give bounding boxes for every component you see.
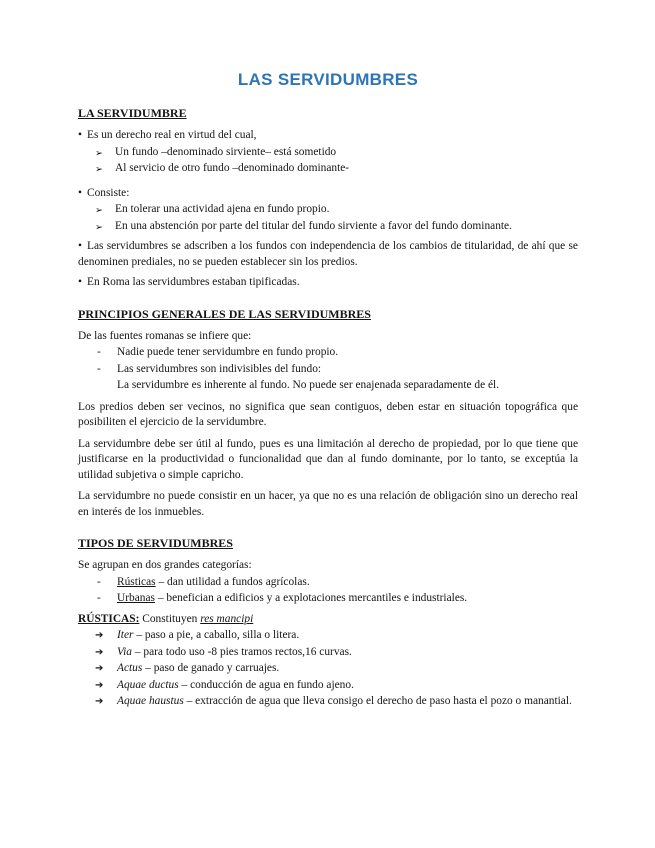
- dash-icon: -: [97, 362, 101, 375]
- subheading-rusticas: [78, 612, 578, 628]
- arrow-text: Al servicio de otro fundo –denominado dominante-: [115, 162, 350, 174]
- servitude-item: [78, 661, 578, 677]
- heading-tipos: TIPOS DE SERVIDUMBRES: [78, 536, 233, 550]
- heading-la-servidumbre: LA SERVIDUMBRE: [78, 106, 187, 120]
- paragraph: La servidumbre no puede consistir en un hacer, ya que no es una relación de obligación sino un derecho real en interés de los inmuebles.: [78, 490, 578, 518]
- dash-icon: -: [97, 575, 101, 588]
- servitude-item: [78, 678, 578, 694]
- section-la-servidumbre: [78, 106, 578, 291]
- arrowhead-icon: ➢: [95, 147, 103, 159]
- arrow-item: [78, 219, 578, 235]
- arrow-item: [78, 145, 578, 161]
- dash-item-continuation: La servidumbre es inherente al fundo. No puede ser enajenada separadamente de él.: [117, 379, 500, 391]
- bullet-text: En Roma las servidumbres estaban tipificadas.: [87, 276, 300, 288]
- bullet-text: Consiste:: [87, 186, 130, 199]
- servitude-term: Iter: [117, 629, 134, 641]
- category-term: Urbanas: [117, 592, 155, 604]
- category-term: Rústicas: [117, 575, 156, 588]
- arrow-text: Un fundo –denominado sirviente– está sometido: [115, 145, 337, 158]
- subheading-mid: Constituyen: [142, 612, 198, 625]
- servitude-item: [78, 645, 578, 661]
- arrowhead-icon: ➢: [95, 221, 103, 233]
- section-principios-generales: [78, 307, 578, 521]
- paragraph: Los predios deben ser vecinos, no significa que sean contiguos, deben estar en situación topográfica que posibiliten el ejercicio de la servidumbre.: [78, 400, 578, 428]
- heading-principios: PRINCIPIOS GENERALES DE LAS SERVIDUMBRES: [78, 306, 371, 321]
- paragraph: La servidumbre debe ser útil al fundo, pues es una limitación al derecho de propiedad, por lo que tiene que justificarse en la productividad o funcionalidad que dan al fundo dominante, por lo tanto, se exceptúa la utilidad subjetiva o simple capricho.: [78, 437, 578, 481]
- bullet-item: [78, 275, 578, 291]
- servitude-desc: – para todo uso -8 pies tramos rectos,16 curvas.: [134, 645, 352, 658]
- intro-text: De las fuentes romanas se infiere que:: [78, 329, 252, 342]
- servitude-desc: – conducción de agua en fundo ajeno.: [181, 678, 354, 691]
- category-desc: – benefician a edificios y a explotaciones mercantiles e industriales.: [157, 592, 468, 604]
- servitude-term: Actus: [117, 662, 143, 674]
- bullet-icon: •: [78, 276, 82, 288]
- latin-term: res mancipi: [200, 612, 254, 625]
- heavy-arrow-icon: ➔: [95, 696, 104, 707]
- bullet-icon: •: [78, 186, 82, 199]
- dash-item: [78, 345, 578, 361]
- bullet-text: Las servidumbres se adscriben a los fundos con independencia de los cambios de titularidad, de ahí que se denominen prediales, no se pueden establecer sin los predios.: [78, 240, 578, 268]
- dash-text: Las servidumbres son indivisibles del fundo:: [117, 362, 322, 375]
- servitude-item: [78, 628, 578, 644]
- arrowhead-icon: ➢: [95, 205, 103, 216]
- arrow-text: En tolerar una actividad ajena en fundo propio.: [115, 203, 330, 215]
- arrow-text: En una abstención por parte del titular del fundo sirviente a favor del fundo dominante.: [115, 219, 512, 232]
- arrow-item: [78, 202, 578, 218]
- subheading-label: RÚSTICAS:: [78, 612, 140, 625]
- bullet-item: [78, 239, 578, 270]
- servitude-term: Aquae ductus: [117, 678, 179, 691]
- bullet-item: [78, 186, 578, 202]
- servitude-desc: – paso a pie, a caballo, silla o litera.: [136, 629, 300, 641]
- servitude-desc: – extracción de agua que lleva consigo el derecho de paso hasta el pozo o manantial.: [186, 695, 572, 707]
- bullet-text: Es un derecho real en virtud del cual,: [87, 129, 257, 141]
- arrow-item: [78, 161, 578, 177]
- heavy-arrow-icon: ➔: [95, 679, 104, 691]
- dash-icon: -: [97, 346, 101, 358]
- dash-item: [78, 575, 578, 591]
- servitude-term: Aquae haustus: [117, 695, 184, 707]
- servitude-item: [78, 694, 578, 710]
- servitude-desc: – paso de ganado y carruajes.: [145, 662, 280, 674]
- heavy-arrow-icon: ➔: [95, 663, 104, 674]
- dash-item: [78, 591, 578, 607]
- intro-text: Se agrupan en dos grandes categorías:: [78, 559, 252, 571]
- heavy-arrow-icon: ➔: [95, 646, 104, 658]
- bullet-item: [78, 128, 578, 144]
- arrowhead-icon: ➢: [95, 164, 103, 175]
- bullet-icon: •: [78, 240, 82, 252]
- dash-text: Nadie puede tener servidumbre en fundo propio.: [117, 346, 339, 358]
- dash-item: [78, 362, 578, 378]
- document-title: LAS SERVIDUMBRES: [237, 70, 419, 89]
- servitude-term: Via: [117, 645, 132, 658]
- dash-icon: -: [97, 592, 101, 604]
- category-desc: – dan utilidad a fundos agrícolas.: [158, 575, 310, 588]
- section-tipos: [78, 536, 578, 710]
- bullet-icon: •: [78, 129, 82, 141]
- heavy-arrow-icon: ➔: [95, 630, 104, 641]
